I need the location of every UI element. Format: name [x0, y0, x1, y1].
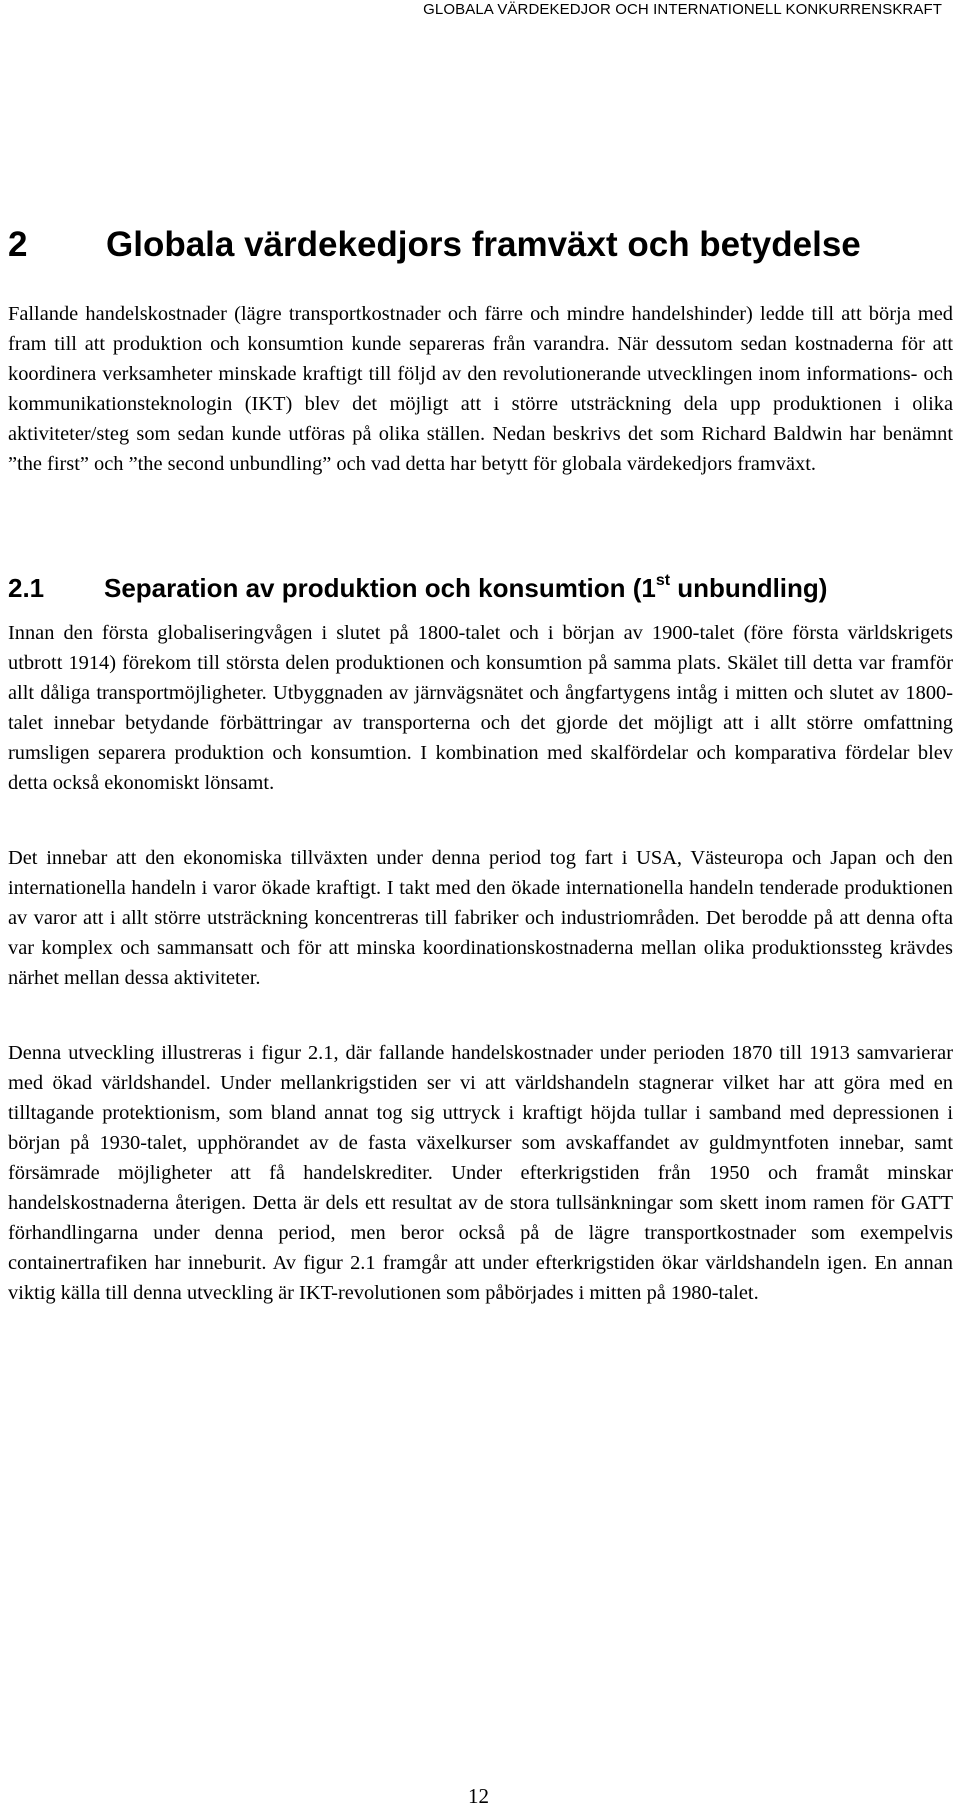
section-paragraph-1: Innan den första globaliseringvågen i slutet på 1800-talet och i början av 1900-talet (före första världskrigets utbrott 1914) förekom till största delen produktionen och konsumtion på samma plats. Skälet till detta var framför allt dåliga transportmöjligheter. Utbyggnaden av järnvägsnätet och ångfartygens intåg i mitten och slutet av 1800-talet innebar betydande förbättringar av transporterna och det gjorde det möjligt att i allt större omfattning rumsligen separera produktion och konsumtion. I kombination med skalfördelar och komparativa fördelar blev detta också ekonomiskt lönsamt. [8, 622, 953, 794]
intro-paragraph: Fallande handelskostnader (lägre transportkostnader och färre och mindre handelshinder) ledde till att börja med fram till att produktion och konsumtion kunde separeras från varandra. När dessutom sedan kostnaderna för att koordinera verksamheter minskade kraftigt till följd av den revolutionerande utvecklingen inom informations- och kommunikationsteknologin (IKT) blev det möjligt att i större utsträckning dela upp produktionen i olika aktiviteter/steg som sedan kunde utföras på olika ställen. Nedan beskrivs det som Richard Baldwin har benämnt ”the first” och ”the second unbundling” och vad detta har betytt för globala värdekedjors framväxt. [8, 303, 953, 475]
page-number: 12 [468, 1784, 489, 1808]
chapter-title-text: Globala värdekedjors framväxt och betydelse [106, 225, 861, 264]
section-title-text: Separation av produktion och konsumtion (1 [104, 573, 656, 603]
section-number: 2.1 [8, 573, 45, 603]
chapter-number: 2 [8, 225, 28, 264]
section-paragraph-3: Denna utveckling illustreras i figur 2.1, där fallande handelskostnader under perioden 1870 till 1913 samvarierar med ökad världshandel. Under mellankrigstiden ser vi att världshandeln stagnerar vilket har att göra med en tilltagande protektionism, som bland annat tog sig uttryck i kraftigt höjda tullar i samband med depressionen i början på 1930-talet, upphörandet av de fasta växelkurser som avskaffandet av guldmyntfoten innebar, samt försämrade möjligheter att få handelskrediter. Under efterkrigstiden från 1950 och framåt minskar handelskostnaderna återigen. Detta är dels ett resultat av de stora tullsänkningar som skett inom ramen för GATT förhandlingarna under denna period, men beror också på de lägre transportkostnader som exempelvis containertrafiken har inneburit. Av figur 2.1 framgår att under efterkrigstiden ökar världshandeln igen. En annan viktig källa till denna utveckling är IKT-revolutionen som påbörjades i mitten på 1980-talet. [8, 1042, 953, 1304]
section-paragraph-2: Det innebar att den ekonomiska tillväxten under denna period tog fart i USA, Västeuropa och Japan och den internationella handeln i varor ökade kraftigt. I takt med den ökade internationella handeln tenderade produktionen av varor att i allt större utsträckning koncentreras till fabriker och industriområden. Det berodde på att denna ofta var komplex och sammansatt och för att minska koordinationskostnaderna mellan olika produktionssteg krävdes närhet mellan dessa aktiviteter. [8, 847, 953, 989]
section-title [8, 568, 827, 608]
section-title-superscript: st [655, 572, 671, 589]
running-header: GLOBALA VÄRDEKEDJOR OCH INTERNATIONELL KONKURRENSKRAFT [423, 1, 942, 18]
section-title-text-end: unbundling) [670, 573, 828, 603]
chapter-title [8, 222, 861, 268]
